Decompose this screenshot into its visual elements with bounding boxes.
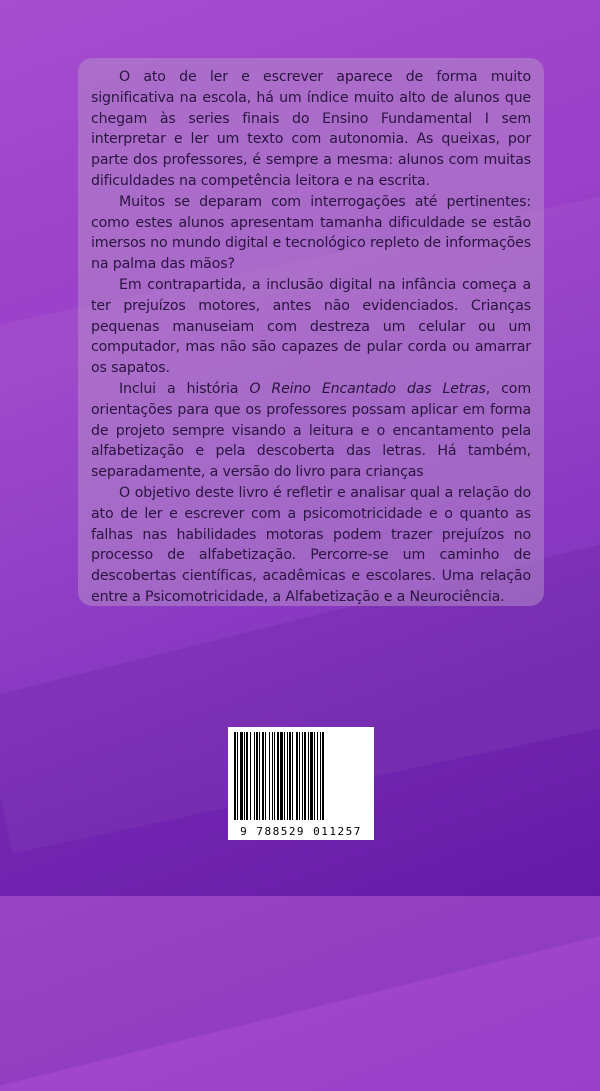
barcode-bar: [317, 732, 318, 820]
barcode-bar: [234, 732, 236, 820]
barcode-bar: [259, 732, 260, 820]
barcode-bar: [274, 732, 275, 820]
barcode-bar: [237, 732, 238, 820]
story-title: O Reino Encantado das Letras: [249, 380, 486, 397]
barcode-bar: [284, 732, 285, 820]
barcode-bar: [244, 732, 245, 820]
back-cover-text-panel: [78, 58, 544, 606]
paragraph-1: O ato de ler e escrever aparece de forma muito significativa na escola, há um índice muito alto de alunos que chegam às series finais do Ensino Fundamental I sem interpretar e ler um texto com autonomia. As queixas, por parte dos professores, é sempre a mesma: alunos com muitas dificuldades na competência leitora e na escrita.: [91, 69, 531, 189]
paragraph-4-end: , com orientações para que os professores possam aplicar em forma de projeto sempre visando a leitura e o encantamento pela alfabetização e pela descoberta das letras. Há também, separadamente, a versão do livro para crianças: [91, 380, 531, 481]
barcode-bar: [289, 732, 291, 820]
paragraph-4: [91, 379, 531, 483]
barcode-bar: [292, 732, 293, 820]
barcode-bar: [310, 732, 313, 820]
barcode-bar: [299, 732, 300, 820]
paragraph-3: Em contrapartida, a inclusão digital na infância começa a ter prejuízos motores, antes não evidenciados. Crianças pequenas manuseiam com destreza um celular ou um computador, mas não são capazes de pular corda ou amarrar os sapatos.: [91, 276, 531, 377]
paragraph-5: O objetivo deste livro é refletir e analisar qual a relação do ato de ler e escrever com a psicomotricidade e o quanto as falhas nas habilidades motoras podem trazer prejuízos no processo de alfabetização. Percorre-se um caminho de descobertas científicas, acadêmicas e escolares. Uma relação entre a Psicomotricidade, a Alfabetização e a Neurociência.: [91, 484, 531, 605]
barcode-bar: [250, 732, 251, 820]
paragraph-2: Muitos se deparam com interrogações até pertinentes: como estes alunos apresentam tamanha dificuldade se estão imersos no mundo digital e tecnológico repleto de informações na palma das mãos?: [91, 193, 531, 273]
barcode-bar: [296, 732, 298, 820]
isbn-number: 9 788529 011257: [240, 825, 362, 838]
barcode-bar: [304, 732, 306, 820]
barcode-bar: [302, 732, 303, 820]
isbn-barcode: [228, 727, 374, 840]
barcode-bar: [240, 732, 243, 820]
barcode-bar: [254, 732, 255, 820]
barcode-bar: [320, 732, 321, 820]
barcode-bars: [234, 732, 368, 820]
barcode-bar: [272, 732, 273, 820]
barcode-bar: [265, 732, 266, 820]
barcode-bar: [308, 732, 309, 820]
barcode-bar: [287, 732, 288, 820]
barcode-bar: [269, 732, 270, 820]
paragraph-4-start: Inclui a história: [119, 380, 250, 397]
barcode-bar: [246, 732, 248, 820]
barcode-bar: [262, 732, 264, 820]
barcode-bar: [277, 732, 279, 820]
barcode-bar: [314, 732, 315, 820]
barcode-bar: [256, 732, 258, 820]
barcode-bar: [322, 732, 324, 820]
barcode-bar: [280, 732, 283, 820]
